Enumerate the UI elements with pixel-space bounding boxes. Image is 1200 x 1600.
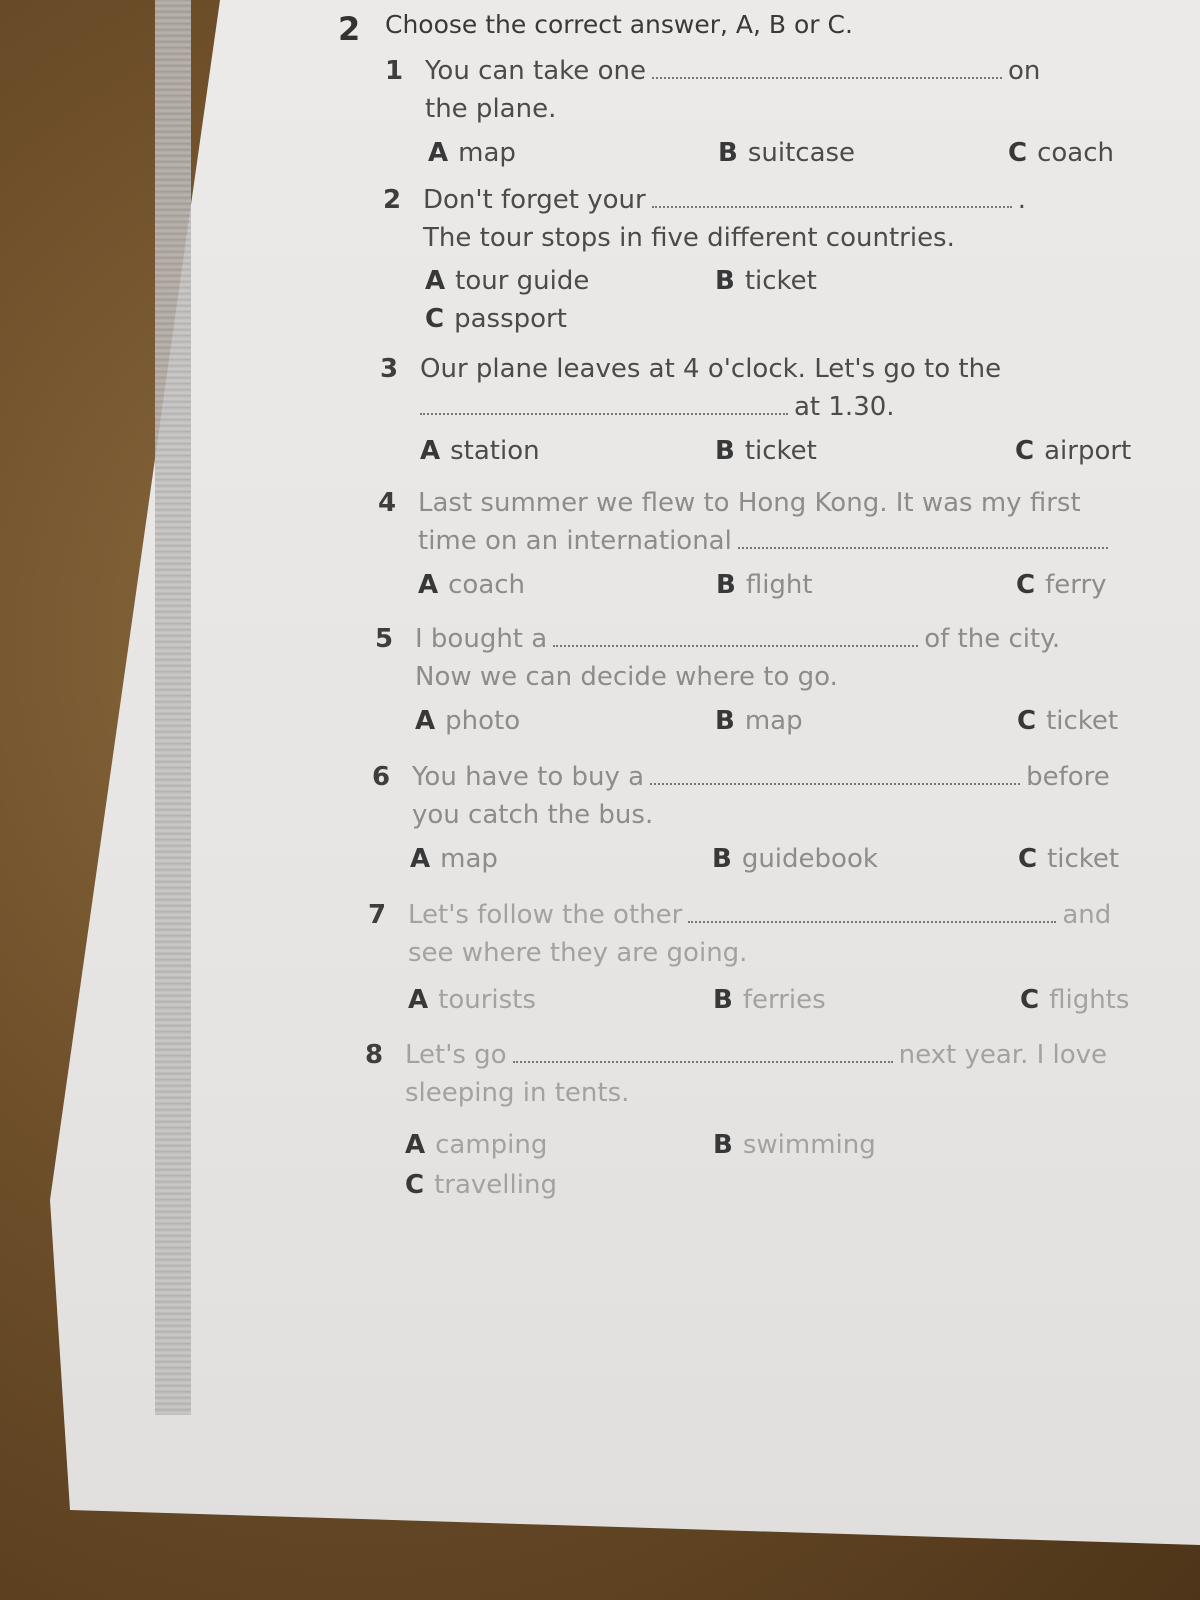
question-text-after: on bbox=[1007, 56, 1041, 86]
answer-blank[interactable] bbox=[688, 901, 1056, 923]
question-8 bbox=[365, 1036, 1108, 1112]
question-text-line2: see where they are going. bbox=[408, 938, 748, 968]
option-b[interactable]: B ferries bbox=[713, 985, 826, 1015]
answer-blank[interactable] bbox=[652, 186, 1012, 208]
question-text-line2: sleeping in tents. bbox=[405, 1078, 630, 1108]
question-number: 3 bbox=[380, 354, 399, 384]
question-text: Don't forget your bbox=[423, 185, 646, 215]
question-text-line2: you catch the bus. bbox=[412, 800, 654, 830]
question-number: 2 bbox=[383, 185, 402, 215]
question-number: 7 bbox=[368, 900, 387, 930]
question-7 bbox=[368, 896, 1112, 972]
question-text: I bought a bbox=[415, 624, 548, 654]
exercise-instruction: Choose the correct answer, A, B or C. bbox=[385, 10, 853, 39]
question-5 bbox=[375, 620, 1061, 696]
option-c[interactable]: C travelling bbox=[405, 1170, 557, 1200]
option-c[interactable]: C passport bbox=[425, 304, 567, 334]
question-text-after: and bbox=[1062, 900, 1112, 930]
question-2-options bbox=[425, 266, 1125, 334]
answer-blank[interactable] bbox=[652, 57, 1002, 79]
exercise-number: 2 bbox=[338, 10, 361, 48]
question-4 bbox=[378, 484, 1114, 560]
option-a[interactable]: A camping bbox=[405, 1130, 548, 1160]
question-text-after: of the city. bbox=[924, 624, 1061, 654]
option-c[interactable]: C ticket bbox=[1017, 706, 1119, 736]
question-text-after: . bbox=[1017, 185, 1026, 215]
option-a[interactable]: A tour guide bbox=[425, 266, 590, 296]
question-text: You can take one bbox=[425, 56, 646, 86]
question-2 bbox=[383, 181, 1026, 257]
option-b[interactable]: B flight bbox=[716, 570, 813, 600]
question-text-line2: The tour stops in five different countries. bbox=[423, 223, 955, 253]
question-8-options bbox=[405, 1130, 1125, 1200]
question-number: 6 bbox=[372, 762, 391, 792]
option-b[interactable]: B guidebook bbox=[712, 844, 878, 874]
question-7-options bbox=[408, 985, 1128, 1023]
question-6-options bbox=[410, 844, 1130, 882]
option-c[interactable]: C ticket bbox=[1018, 844, 1120, 874]
question-3 bbox=[380, 350, 1002, 426]
question-4-options bbox=[418, 570, 1138, 608]
option-c[interactable]: C flights bbox=[1020, 985, 1130, 1015]
question-3-options bbox=[420, 436, 1140, 474]
question-text: Our plane leaves at 4 o'clock. Let's go to the bbox=[420, 354, 1002, 384]
question-1 bbox=[385, 52, 1041, 128]
question-text: Let's go bbox=[405, 1040, 507, 1070]
question-text-line2: time on an international bbox=[418, 526, 732, 556]
answer-blank[interactable] bbox=[738, 527, 1108, 549]
option-b[interactable]: B suitcase bbox=[718, 138, 856, 168]
option-b[interactable]: B map bbox=[715, 706, 803, 736]
question-1-options bbox=[428, 138, 1128, 176]
question-text-after: next year. I love bbox=[898, 1040, 1108, 1070]
answer-blank[interactable] bbox=[420, 393, 788, 415]
option-a[interactable]: A tourists bbox=[408, 985, 536, 1015]
option-c[interactable]: C ferry bbox=[1016, 570, 1107, 600]
question-6 bbox=[372, 758, 1110, 834]
question-number: 1 bbox=[385, 56, 404, 86]
question-text: You have to buy a bbox=[412, 762, 645, 792]
question-text: Last summer we flew to Hong Kong. It was my first bbox=[418, 488, 1081, 518]
option-b[interactable]: B swimming bbox=[713, 1130, 876, 1160]
option-a[interactable]: A map bbox=[410, 844, 498, 874]
question-text: Let's follow the other bbox=[408, 900, 683, 930]
question-number: 4 bbox=[378, 488, 397, 518]
option-b[interactable]: B ticket bbox=[715, 436, 817, 466]
option-a[interactable]: A map bbox=[428, 138, 516, 168]
question-text-line2: the plane. bbox=[425, 94, 557, 124]
question-number: 5 bbox=[375, 624, 394, 654]
option-c[interactable]: C coach bbox=[1008, 138, 1115, 168]
answer-blank[interactable] bbox=[513, 1041, 893, 1063]
answer-blank[interactable] bbox=[650, 763, 1020, 785]
option-a[interactable]: A coach bbox=[418, 570, 526, 600]
question-5-options bbox=[415, 706, 1135, 744]
question-text-line2: Now we can decide where to go. bbox=[415, 662, 838, 692]
option-c[interactable]: C airport bbox=[1015, 436, 1132, 466]
answer-blank[interactable] bbox=[553, 625, 918, 647]
option-a[interactable]: A station bbox=[420, 436, 540, 466]
question-text-after: before bbox=[1026, 762, 1110, 792]
question-number: 8 bbox=[365, 1040, 384, 1070]
option-b[interactable]: B ticket bbox=[715, 266, 817, 296]
question-text-line2: at 1.30. bbox=[794, 392, 895, 422]
option-a[interactable]: A photo bbox=[415, 706, 521, 736]
